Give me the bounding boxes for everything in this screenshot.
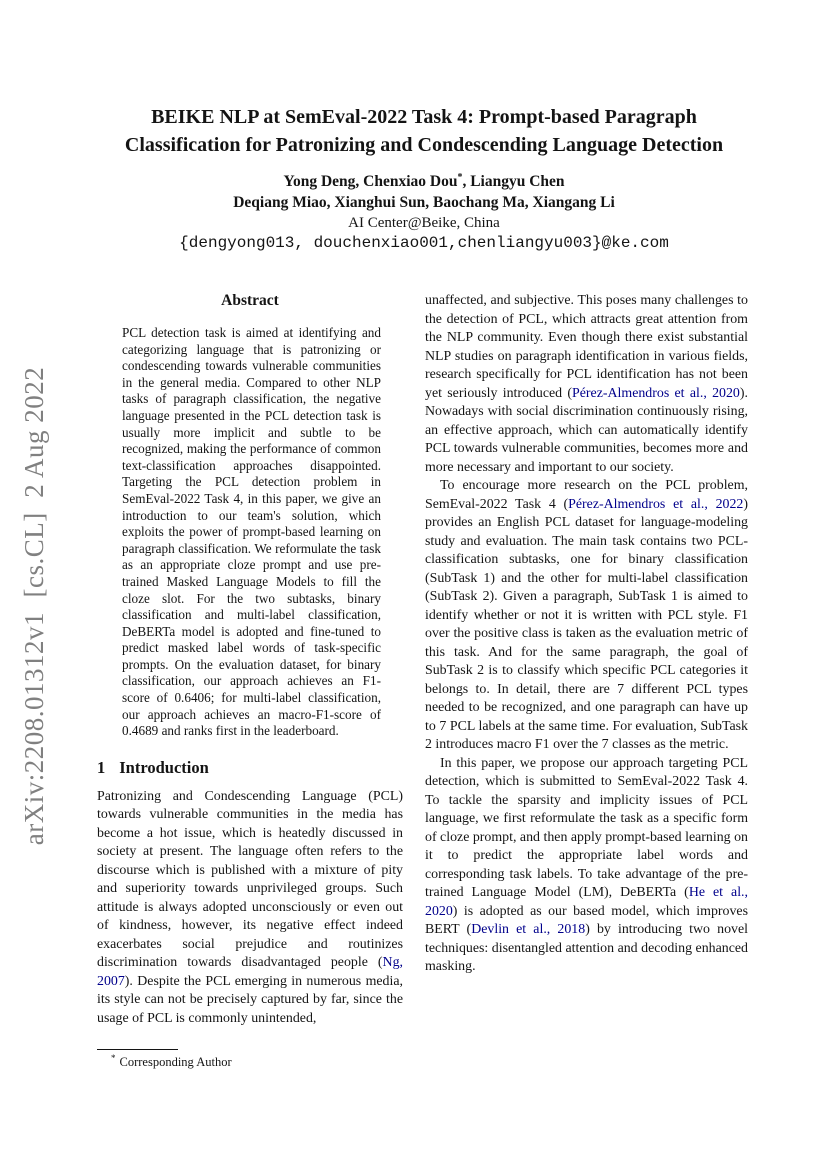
author-names: , Liangyu Chen [462, 173, 565, 190]
author-block [97, 171, 751, 253]
text-run: To encourage more research on the PCL problem, SemEval-2022 Task 4 ( [425, 478, 748, 512]
text-run: ) by introducing two novel techniques: disentangled attention and decoding enhanced masking. [425, 922, 748, 974]
footnote-text [97, 1054, 403, 1071]
paper-title-line-1: BEIKE NLP at SemEval-2022 Task 4: Prompt-based Paragraph [151, 106, 697, 128]
section-title: Introduction [119, 757, 209, 777]
abstract-body: PCL detection task is aimed at identifying and categorizing language that is patronizing or condescending towards vulnerable communities in the general media. Compared to other NLP tasks of paragraph classification, the negative language presented in the PCL detection task is usually more implicit and subtle to be recognized, making the performance of common text-classification approaches disappointed. Targeting the PCL detection problem in SemEval-2022 Task 4, in this paper, we give an introduction to our team's solution, which exploits the power of prompt-based learning on paragraph classification. We reformulate the task as an appropriate cloze prompt and use pre-trained Masked Language Models to fill the cloze slot. For the two subtasks, binary classification and multi-label classification, DeBERTa model is adopted and fine-tuned to predict masked label words of task-specific prompts. On the evaluation dataset, for binary classification, our approach achieves an F1-score of 0.6406; for multi-label classification, our approach achieves an macro-F1-score of 0.4689 and ranks first in the leaderboard. [122, 325, 381, 739]
text-run: ) is adopted as our based model, which improves BERT ( [425, 903, 748, 937]
section-number: 1 [97, 757, 106, 777]
footnote-label: Corresponding Author [119, 1055, 232, 1069]
footnote-rule [97, 1049, 178, 1050]
text-run: In this paper, we propose our approach targeting PCL detection, which is submitted to SemEval-2022 Task 4. To tackle the sparsity and implicity issues of PCL language, we first reformulate the task as a specific form of cloze prompt, and then apply prompt-based learning on it to predict the appropriate label words and corresponding task labels. To take advantage of the pre-trained Language Model (LM), DeBERTa ( [425, 755, 748, 900]
arxiv-watermark: arXiv:2208.01312v1 [cs.CL] 2 Aug 2022 [19, 366, 49, 846]
left-column [97, 291, 403, 1028]
intro-paragraph-3 [425, 755, 748, 977]
citation-link[interactable]: Ng, 2007 [97, 955, 403, 989]
paper-title-line-2: Classification for Patronizing and Condescending Language Detection [124, 134, 724, 156]
section-heading-introduction [97, 757, 403, 779]
author-line-2: Deqiang Miao, Xianghui Sun, Baochang Ma, Xiangang Li [233, 194, 615, 211]
email-line: {dengyong013, douchenxiao001,chenliangyu003}@ke.com [179, 234, 669, 252]
text-run: ). Despite the PCL emerging in numerous media, its style can not be precisely captured by far, since the usage of PCL is commonly unintended, [97, 973, 403, 1026]
text-run: ). Nowadays with social discrimination continuously rising, an effective approach, which can automatically identify PCL towards vulnerable communities, becomes more and more necessary and important to our society. [425, 385, 748, 475]
abstract-heading: Abstract [221, 292, 279, 309]
text-run: ) provides an English PCL dataset for language-modeling study and evaluation. The main task contains two PCL-classification subtasks, one for binary classification (SubTask 1) and the other for multi-label classification (SubTask 2). Given a paragraph, SubTask 1 is aimed to identify whether or not it is written with PCL style. F1 over the positive class is taken as the evaluation metric of this task. And for the same paragraph, the goal of SubTask 2 is to classify which specific PCL categories it belongs to. In detail, there are 7 different PCL types needed to be recognized, and one paragraph can have up to 7 PCL labels at the same time. For evaluation, SubTask 2 introduces macro F1 over the 7 classes as the metric. [425, 496, 748, 752]
footnote [97, 1049, 403, 1071]
intro-paragraph-1 [97, 788, 403, 1029]
author-line-1 [97, 171, 751, 192]
affiliation: AI Center@Beike, China [348, 215, 500, 231]
text-run: unaffected, and subjective. This poses many challenges to the detection of PCL, which attracts great attention from the NLP community. Even though there exist substantial NLP studies on paragraph identification in various fields, research specifically for PCL identification has not been yet seriously introduced ( [425, 293, 748, 401]
citation-link[interactable]: He et al., 2020 [425, 885, 748, 919]
citation-link[interactable]: Pérez-Almendros et al., 2022 [568, 496, 744, 512]
citation-link[interactable]: Pérez-Almendros et al., 2020 [572, 385, 740, 401]
intro-paragraph-1-continued [425, 292, 748, 477]
author-names: Yong Deng, Chenxiao Dou [283, 173, 458, 190]
corresponding-author-mark: * [457, 171, 463, 183]
intro-paragraph-2 [425, 477, 748, 755]
paper-header [97, 103, 751, 253]
right-column [425, 292, 748, 977]
text-run: Patronizing and Condescending Language (PCL) towards vulnerable communities in the media has become a hot issue, which is heatedly discussed in society at present. The language often refers to the discourse which is published with a mixture of pity and superiority towards unprivileged groups. Such attitude is always adopted unconsciously or even out of kindness, however, its negative effect indeed exacerbates social prejudice and routinizes discrimination towards disadvantaged people ( [97, 788, 403, 971]
footnote-mark: * [111, 1052, 116, 1063]
citation-link[interactable]: Devlin et al., 2018 [471, 922, 586, 937]
